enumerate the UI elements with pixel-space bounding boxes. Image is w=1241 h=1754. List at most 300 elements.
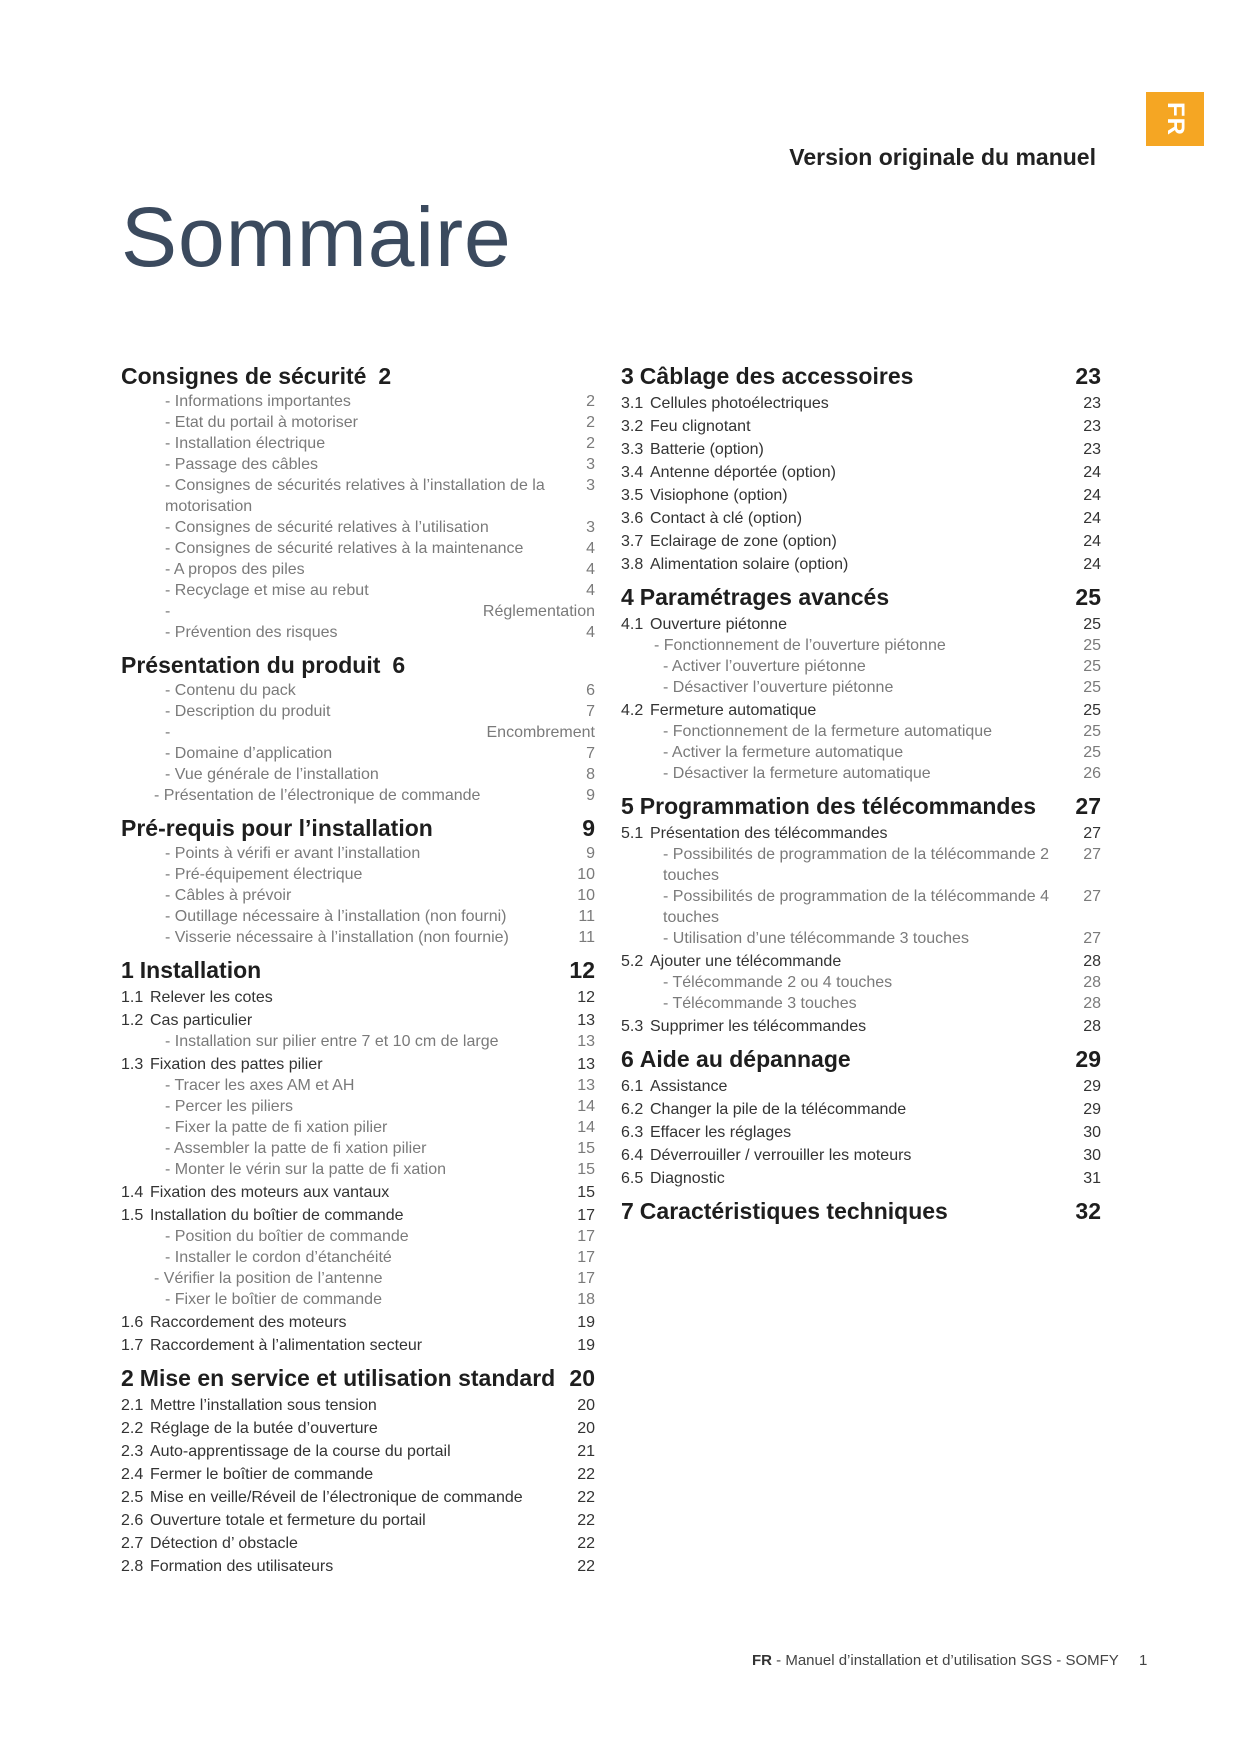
toc-entry-label	[621, 1145, 1073, 1166]
toc-section-title-text: Mise en service et utilisation standard	[139, 1365, 556, 1391]
toc-entry[interactable]	[621, 886, 1101, 928]
toc-section-title	[121, 651, 405, 680]
toc-entry[interactable]	[621, 1016, 1101, 1037]
toc-entry-text: - Domaine d’application	[165, 745, 333, 762]
toc-entry[interactable]	[621, 700, 1101, 721]
toc-entry-number: 3.1	[621, 395, 644, 412]
toc-entry-text: Feu clignotant	[650, 418, 751, 435]
toc-entry-label	[165, 433, 576, 454]
toc-entry[interactable]	[121, 701, 595, 722]
toc-entry[interactable]	[621, 1168, 1101, 1189]
toc-entry[interactable]	[121, 1533, 595, 1554]
footer-lang: FR	[752, 1652, 772, 1669]
toc-section-title-text: Caractéristiques techniques	[639, 1198, 948, 1224]
toc-section-title	[121, 814, 433, 843]
toc-section-heading[interactable]	[621, 583, 1101, 612]
toc-entry-text: Relever les cotes	[150, 989, 273, 1006]
toc-entry[interactable]	[621, 462, 1101, 483]
toc-entry[interactable]	[121, 1395, 595, 1416]
toc-entry[interactable]	[121, 433, 595, 454]
toc-entry[interactable]	[121, 987, 595, 1008]
toc-entry-page: 13	[577, 1056, 595, 1073]
toc-entry-page: 20	[577, 1420, 595, 1437]
toc-entry[interactable]	[621, 993, 1101, 1014]
toc-entry-label	[165, 475, 576, 517]
toc-entry[interactable]	[121, 580, 595, 601]
toc-entry[interactable]	[621, 531, 1101, 552]
toc-entry-page: 9	[586, 787, 595, 804]
toc-entry-label	[165, 1138, 567, 1159]
page-title: Sommaire	[121, 190, 512, 284]
toc-entry-page: 15	[577, 1140, 595, 1157]
toc-entry-page: 22	[577, 1489, 595, 1506]
toc-section-page: 25	[1075, 584, 1101, 610]
toc-entry-number: 3.8	[621, 556, 644, 573]
toc-entry[interactable]	[621, 508, 1101, 529]
toc-entry-number: 3.7	[621, 533, 644, 550]
toc-entry-number: 2.5	[121, 1489, 144, 1506]
toc-entry-text: Formation des utilisateurs	[150, 1558, 334, 1575]
toc-entry-page: 4	[586, 582, 595, 599]
toc-entry-label	[121, 1533, 567, 1554]
toc-right-column	[621, 362, 1101, 1234]
toc-entry-text: Ouverture piétonne	[650, 616, 787, 633]
toc-entry-number: 1.5	[121, 1207, 144, 1224]
toc-entry[interactable]	[121, 743, 595, 764]
toc-entry-number: 1.2	[121, 1012, 144, 1029]
toc-entry-text: Visiophone (option)	[650, 487, 788, 504]
toc-entry-label	[165, 559, 576, 580]
toc-entry-text: - Activer l’ouverture piétonne	[663, 658, 866, 675]
toc-entry-text: -	[165, 724, 171, 741]
toc-entry-page: 23	[1083, 418, 1101, 435]
toc-entry-page: 15	[577, 1161, 595, 1178]
toc-entry-label	[165, 412, 576, 433]
toc-entry-page: 14	[577, 1119, 595, 1136]
toc-section-heading[interactable]	[621, 1197, 1101, 1226]
toc-entry-text: - Fonctionnement de la fermeture automatique	[663, 723, 993, 740]
toc-entry-page: 21	[577, 1443, 595, 1460]
toc-entry-number: 1.7	[121, 1337, 144, 1354]
toc-entry-page: 3	[586, 519, 595, 536]
toc-entry-label	[663, 886, 1073, 928]
toc-entry[interactable]	[121, 622, 595, 643]
toc-entry-text: - Télécommande 2 ou 4 touches	[663, 974, 893, 991]
toc-entry-text: - Possibilités de programmation de la télécommande 2 touches	[663, 846, 1049, 884]
toc-section-heading[interactable]	[121, 651, 595, 680]
toc-entry[interactable]	[121, 1487, 595, 1508]
toc-entry-number: 2.7	[121, 1535, 144, 1552]
toc-entry[interactable]	[121, 1031, 595, 1052]
toc-entry[interactable]	[621, 823, 1101, 844]
toc-entry-page: 22	[577, 1535, 595, 1552]
toc-entry-number: 3.5	[621, 487, 644, 504]
toc-entry-number: 2.1	[121, 1397, 144, 1414]
toc-entry-page: 28	[1083, 995, 1101, 1012]
footer-text: - Manuel d’installation et d’utilisation SGS - SOMFY	[772, 1652, 1119, 1669]
toc-section-page: 6	[392, 652, 406, 678]
toc-entry-page: 25	[1083, 744, 1101, 761]
toc-entry-text: - Consignes de sécurités relatives à l’installation de la motorisation	[165, 477, 545, 515]
toc-entry-label	[154, 1268, 567, 1289]
toc-entry-label	[621, 485, 1073, 506]
toc-entry-label	[165, 1289, 567, 1310]
toc-entry[interactable]	[621, 1099, 1101, 1120]
toc-entry-text: - Consignes de sécurité relatives à l’utilisation	[165, 519, 489, 536]
toc-entry[interactable]	[121, 1289, 595, 1310]
toc-section-heading[interactable]	[121, 362, 595, 391]
toc-entry[interactable]	[621, 614, 1101, 635]
toc-entry-page: 19	[577, 1314, 595, 1331]
toc-entry[interactable]	[621, 554, 1101, 575]
toc-entry-label	[663, 928, 1073, 949]
toc-entry-page: 25	[1083, 702, 1101, 719]
toc-entry[interactable]	[621, 635, 1101, 656]
toc-entry-text: - Présentation de l’électronique de commande	[154, 787, 481, 804]
toc-section-heading[interactable]	[621, 792, 1101, 821]
toc-entry[interactable]	[621, 439, 1101, 460]
toc-entry[interactable]	[121, 1510, 595, 1531]
toc-entry[interactable]	[621, 656, 1101, 677]
toc-entry[interactable]	[121, 680, 595, 701]
toc-entry-text: Alimentation solaire (option)	[650, 556, 849, 573]
toc-entry-text: - Description du produit	[165, 703, 331, 720]
toc-entry[interactable]	[121, 785, 595, 806]
toc-entry-page: 4	[586, 540, 595, 557]
toc-entry[interactable]	[121, 1441, 595, 1462]
toc-entry-label	[621, 823, 1073, 844]
toc-section-title	[121, 956, 261, 985]
toc-entry[interactable]	[121, 412, 595, 433]
toc-entry-text: - Prévention des risques	[165, 624, 338, 641]
toc-entry-page: 2	[586, 393, 595, 410]
toc-entry-label	[121, 1312, 567, 1333]
toc-entry[interactable]	[121, 1556, 595, 1577]
toc-entry-page: 10	[577, 887, 595, 904]
toc-entry-page: 24	[1083, 533, 1101, 550]
toc-entry[interactable]	[621, 844, 1101, 886]
toc-entry-label	[121, 1335, 567, 1356]
toc-entry-label	[165, 1096, 567, 1117]
toc-entry-label	[165, 454, 576, 475]
toc-entry-label	[621, 439, 1073, 460]
toc-entry-number: 2.2	[121, 1420, 144, 1437]
version-label: Version originale du manuel	[789, 144, 1096, 170]
toc-entry-text: - Informations importantes	[165, 393, 351, 410]
toc-entry[interactable]	[121, 1464, 595, 1485]
toc-entry-number: 4.2	[621, 702, 644, 719]
toc-section	[121, 362, 595, 643]
toc-entry[interactable]	[621, 721, 1101, 742]
toc-section-title-text: Câblage des accessoires	[639, 363, 914, 389]
toc-section-heading[interactable]	[121, 814, 595, 843]
toc-entry-text: Batterie (option)	[650, 441, 764, 458]
toc-entry-page: 27	[1083, 825, 1101, 842]
toc-entry-text: - Installer le cordon d’étanchéité	[165, 1249, 392, 1266]
toc-entry-text: Fermer le boîtier de commande	[150, 1466, 374, 1483]
toc-entry[interactable]	[621, 1076, 1101, 1097]
toc-entry-label	[621, 1016, 1073, 1037]
toc-entry-page: 10	[577, 866, 595, 883]
toc-section-page: 12	[569, 957, 595, 983]
toc-entry-number: 3.3	[621, 441, 644, 458]
toc-entry-label	[165, 1226, 567, 1247]
toc-entry[interactable]	[121, 1205, 595, 1226]
toc-section-heading[interactable]	[121, 956, 595, 985]
toc-entry-label	[121, 1441, 567, 1462]
toc-section-heading[interactable]	[621, 1045, 1101, 1074]
toc-entry-label	[621, 531, 1073, 552]
toc-entry-page: 17	[577, 1249, 595, 1266]
toc-entry-text: Ouverture totale et fermeture du portail	[150, 1512, 426, 1529]
toc-entry-page: 25	[1083, 679, 1101, 696]
toc-section-title	[621, 583, 889, 612]
toc-entry[interactable]	[121, 906, 595, 927]
toc-entry-text: Cellules photoélectriques	[650, 395, 829, 412]
toc-entry-label	[663, 656, 1073, 677]
toc-entry-page: 22	[577, 1466, 595, 1483]
toc-entry[interactable]	[121, 1335, 595, 1356]
toc-entry-label	[621, 1076, 1073, 1097]
toc-entry-number: 1.3	[121, 1056, 144, 1073]
toc-entry[interactable]	[621, 972, 1101, 993]
toc-section-title-text: Pré-requis pour l’installation	[121, 815, 433, 841]
toc-entry-number: 4.1	[621, 616, 644, 633]
toc-entry-text: Détection d’ obstacle	[150, 1535, 298, 1552]
toc-entry[interactable]	[121, 764, 595, 785]
toc-entry[interactable]	[121, 517, 595, 538]
toc-entry-page: 28	[1083, 1018, 1101, 1035]
toc-entry-page: 24	[1083, 510, 1101, 527]
toc-entry-page: 30	[1083, 1147, 1101, 1164]
toc-entry[interactable]	[121, 1010, 595, 1031]
language-tab-label: FR	[1162, 102, 1189, 136]
toc-entry-text: -	[165, 603, 171, 620]
toc-entry[interactable]	[121, 722, 595, 743]
toc-section-title-text: Programmation des télécommandes	[639, 793, 1037, 819]
toc-entry-text: - Assembler la patte de fi xation pilier	[165, 1140, 427, 1157]
toc-entry[interactable]	[621, 393, 1101, 414]
toc-entry[interactable]	[121, 1117, 595, 1138]
toc-entry[interactable]	[121, 843, 595, 864]
toc-entry-text: - Possibilités de programmation de la télécommande 4 touches	[663, 888, 1049, 926]
toc-entry-page: 30	[1083, 1124, 1101, 1141]
toc-entry-text: - Fixer la patte de fi xation pilier	[165, 1119, 388, 1136]
toc-entry[interactable]	[121, 454, 595, 475]
toc-section-title-text: Aide au dépannage	[639, 1046, 851, 1072]
toc-entry-label	[121, 1510, 567, 1531]
toc-entry[interactable]	[621, 677, 1101, 698]
toc-entry[interactable]	[121, 885, 595, 906]
toc-entry-label	[621, 1122, 1073, 1143]
toc-entry-text: - Fonctionnement de l’ouverture piétonne	[654, 637, 946, 654]
toc-entry-text: - Désactiver la fermeture automatique	[663, 765, 931, 782]
toc-entry-text: Raccordement à l’alimentation secteur	[150, 1337, 423, 1354]
toc-entry[interactable]	[121, 601, 595, 622]
toc-entry-label	[165, 843, 576, 864]
toc-entry-number: 6.4	[621, 1147, 644, 1164]
toc-entry-text: - Vérifier la position de l’antenne	[154, 1270, 383, 1287]
toc-entry-page: 9	[586, 845, 595, 862]
toc-entry-text: - Télécommande 3 touches	[663, 995, 857, 1012]
toc-section	[121, 1364, 595, 1577]
toc-entry-number: 5.1	[621, 825, 644, 842]
toc-entry[interactable]	[121, 559, 595, 580]
toc-entry-text: - Consignes de sécurité relatives à la maintenance	[165, 540, 524, 557]
toc-section	[621, 792, 1101, 1037]
toc-entry-label	[121, 1395, 567, 1416]
toc-entry[interactable]	[621, 485, 1101, 506]
toc-entry-text: Raccordement des moteurs	[150, 1314, 347, 1331]
toc-entry-label	[663, 972, 1073, 993]
toc-entry[interactable]	[121, 864, 595, 885]
toc-entry[interactable]	[121, 475, 595, 517]
toc-entry[interactable]	[121, 1159, 595, 1180]
toc-entry-label	[165, 701, 576, 722]
toc-entry-page: 31	[1083, 1170, 1101, 1187]
toc-entry-text: - Câbles à prévoir	[165, 887, 292, 904]
toc-section-title	[121, 1364, 555, 1393]
toc-section	[121, 651, 595, 806]
toc-section-page: 2	[378, 363, 392, 389]
toc-entry[interactable]	[621, 1122, 1101, 1143]
toc-entry-page: 3	[586, 456, 595, 473]
toc-entry[interactable]	[621, 1145, 1101, 1166]
toc-entry-number: 1.4	[121, 1184, 144, 1201]
toc-entry-label	[121, 1556, 567, 1577]
toc-entry-label	[165, 622, 576, 643]
toc-entry-text: - Visserie nécessaire à l’installation (non fournie)	[165, 929, 509, 946]
toc-section-title	[621, 362, 913, 391]
toc-entry-page: 25	[1083, 723, 1101, 740]
toc-entry-page: 14	[577, 1098, 595, 1115]
toc-entry-label	[621, 508, 1073, 529]
toc-entry-page: 17	[577, 1270, 595, 1287]
toc-entry-label	[165, 864, 567, 885]
toc-entry-text: - Vue générale de l’installation	[165, 766, 379, 783]
toc-section-heading[interactable]	[121, 1364, 595, 1393]
toc-entry[interactable]	[121, 1054, 595, 1075]
toc-section-number: 5	[621, 793, 634, 819]
toc-entry[interactable]	[621, 763, 1101, 784]
toc-section-title-text: Paramétrages avancés	[639, 584, 890, 610]
toc-entry-label	[165, 680, 576, 701]
toc-entry[interactable]	[121, 1075, 595, 1096]
toc-section-title	[621, 1045, 851, 1074]
toc-entry-label	[621, 1099, 1073, 1120]
toc-entry-label	[663, 677, 1073, 698]
toc-entry-label	[165, 1159, 567, 1180]
toc-entry-text: Fixation des pattes pilier	[150, 1056, 323, 1073]
toc-entry-label	[621, 1168, 1073, 1189]
toc-entry-number: 1.6	[121, 1314, 144, 1331]
toc-entry-label	[121, 1487, 567, 1508]
toc-entry-page: 27	[1083, 888, 1101, 905]
toc-entry-page: 7	[586, 745, 595, 762]
toc-entry-text: - Recyclage et mise au rebut	[165, 582, 369, 599]
toc-entry[interactable]	[121, 1268, 595, 1289]
toc-entry[interactable]	[121, 538, 595, 559]
toc-section-heading[interactable]	[621, 362, 1101, 391]
toc-entry-number: 3.4	[621, 464, 644, 481]
toc-entry-label	[121, 1205, 567, 1226]
toc-entry[interactable]	[121, 1247, 595, 1268]
toc-entry-page: 29	[1083, 1101, 1101, 1118]
toc-entry-text: Eclairage de zone (option)	[650, 533, 837, 550]
toc-entry-label	[165, 1117, 567, 1138]
toc-entry-text: - Activer la fermeture automatique	[663, 744, 904, 761]
toc-entry-page: 13	[577, 1033, 595, 1050]
toc-section-number: 3	[621, 363, 634, 389]
toc-entry-label	[621, 393, 1073, 414]
toc-entry-page: 12	[577, 989, 595, 1006]
toc-left-column	[121, 362, 595, 1585]
toc-entry-text: - Etat du portail à motoriser	[165, 414, 358, 431]
toc-entry[interactable]	[621, 928, 1101, 949]
toc-entry[interactable]	[121, 1312, 595, 1333]
toc-entry[interactable]	[121, 927, 595, 948]
toc-entry-page: 20	[577, 1397, 595, 1414]
toc-entry-label	[121, 1418, 567, 1439]
toc-section-number: 1	[121, 957, 134, 983]
toc-entry[interactable]	[121, 1096, 595, 1117]
footer	[752, 1652, 1119, 1669]
toc-entry-text: - Utilisation d’une télécommande 3 touches	[663, 930, 969, 947]
toc-section-title-text: Installation	[139, 957, 262, 983]
toc-entry-page: 26	[1083, 765, 1101, 782]
toc-entry-text: - Désactiver l’ouverture piétonne	[663, 679, 894, 696]
toc-entry-page: 3	[586, 477, 595, 494]
toc-entry-label	[165, 906, 568, 927]
toc-entry-page: 18	[577, 1291, 595, 1308]
toc-entry-label	[165, 1247, 567, 1268]
toc-entry-page: 25	[1083, 637, 1101, 654]
toc-entry-label	[654, 635, 1073, 656]
toc-entry[interactable]	[121, 1418, 595, 1439]
toc-entry[interactable]	[121, 391, 595, 412]
toc-entry-page: 19	[577, 1337, 595, 1354]
toc-entry-page: 25	[1083, 658, 1101, 675]
toc-entry-number: 6.3	[621, 1124, 644, 1141]
toc-section-page: 20	[569, 1365, 595, 1391]
toc-entry-number: 2.3	[121, 1443, 144, 1460]
toc-entry[interactable]	[121, 1138, 595, 1159]
toc-entry-text: - Fixer le boîtier de commande	[165, 1291, 382, 1308]
toc-entry-label	[165, 927, 568, 948]
toc-entry-label	[165, 580, 576, 601]
toc-entry-number: 1.1	[121, 989, 144, 1006]
toc-entry-text: Installation du boîtier de commande	[150, 1207, 404, 1224]
toc-entry[interactable]	[621, 951, 1101, 972]
toc-entry[interactable]	[121, 1226, 595, 1247]
toc-entry-number: 6.2	[621, 1101, 644, 1118]
toc-entry[interactable]	[121, 1182, 595, 1203]
toc-entry-text: - Outillage nécessaire à l’installation (non fourni)	[165, 908, 507, 925]
toc-entry-label	[165, 538, 576, 559]
toc-entry-text: - Installation électrique	[165, 435, 326, 452]
toc-entry-page: 13	[577, 1077, 595, 1094]
toc-entry-label	[621, 416, 1073, 437]
toc-section-page: 29	[1075, 1046, 1101, 1072]
toc-entry-page: 11	[578, 929, 595, 946]
toc-entry-page: 28	[1083, 953, 1101, 970]
toc-entry-text: Cas particulier	[150, 1012, 253, 1029]
toc-entry[interactable]	[621, 742, 1101, 763]
toc-entry[interactable]	[621, 416, 1101, 437]
toc-entry-text: Assistance	[650, 1078, 728, 1095]
toc-entry-page: 15	[577, 1184, 595, 1201]
toc-entry-page: 13	[577, 1012, 595, 1029]
